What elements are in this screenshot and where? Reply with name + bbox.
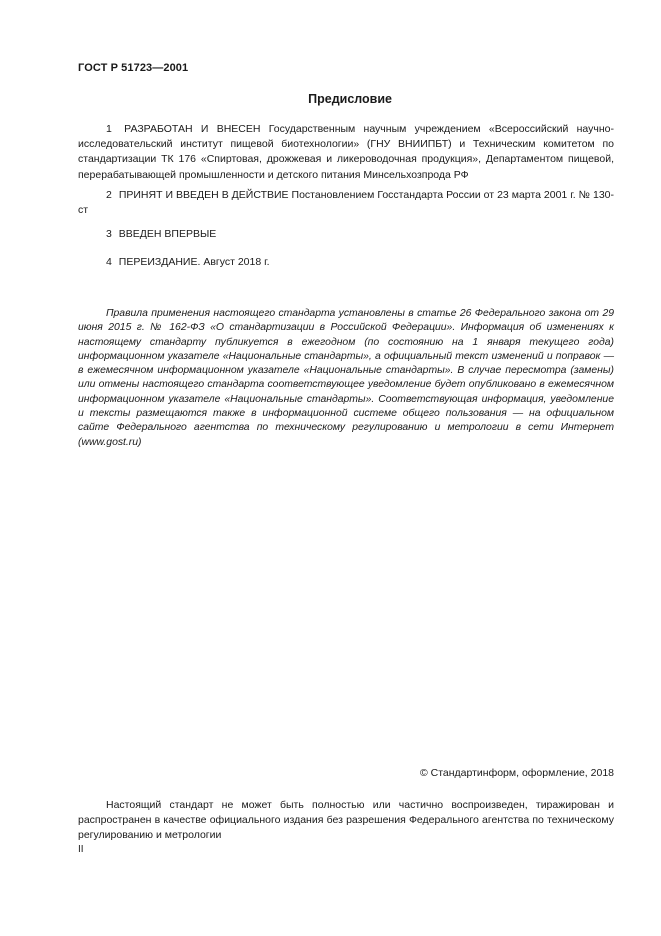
- item-label: ПЕРЕИЗДАНИЕ.: [118, 256, 201, 268]
- item-text: Август 2018 г.: [203, 256, 270, 268]
- preface-item-3: [78, 227, 614, 242]
- item-label: ВВЕДЕН ВПЕРВЫЕ: [118, 228, 217, 240]
- item-text: Государственным научным учреждением «Всероссийский научно-исследовательский институт пищевой биотехнологии» (ГНУ ВНИИПБТ) и Техническим комитетом по стандартизации ТК 176 «Спиртовая, дрожжевая и ликероводочная продукция», Департаментом пищевой, перерабатывающей промышленности и детского питания Минсельхозпрода РФ: [78, 123, 614, 181]
- preface-item-1: [78, 122, 614, 183]
- item-number: 3: [106, 228, 112, 240]
- page-number: II: [78, 844, 84, 855]
- notice-text: Правила применения настоящего стандарта установлены в статье 26 Федерального закона от 29 июня 2015 г. № 162-ФЗ «О стандартизации в Российской Федерации». Информация об изменениях к настоящему стандарту публикуется в ежегодном (по состоянию на 1 января текущего года) информационном указателе «Национальные стандарты», а официальный текст изменений и поправок — в ежемесячном информационном указателе «Национальные стандарты». В случае пересмотра (замены) или отмены настоящего стандарта соответствующее уведомление будет опубликовано в ежемесячном информационном указателе «Национальные стандарты». Соответствующая информация, уведомление и тексты размещаются также в информационной системе общего пользования — на официальном сайте Федерального агентства по техническому регулированию и метрологии в сети Интернет (www.gost.ru): [78, 308, 614, 448]
- item-number: 2: [106, 189, 112, 201]
- application-rules-notice: [78, 307, 614, 450]
- item-number: 1: [106, 123, 112, 135]
- preface-item-4: [78, 255, 614, 270]
- item-number: 4: [106, 256, 112, 268]
- reproduction-notice: [78, 798, 614, 844]
- preface-item-2: [78, 188, 614, 218]
- item-label: ПРИНЯТ И ВВЕДЕН В ДЕЙСТВИЕ: [118, 189, 289, 201]
- copyright-line: © Стандартинформ, оформление, 2018: [419, 767, 614, 779]
- item-label: РАЗРАБОТАН И ВНЕСЕН: [124, 123, 261, 135]
- item-text: Постановлением Госстандарта России от 23 марта 2001 г. № 130-ст: [78, 189, 615, 217]
- page-title-wrap: [78, 92, 614, 106]
- page-title: Предисловие: [308, 92, 392, 106]
- standard-designation: ГОСТ Р 51723—2001: [78, 62, 189, 74]
- footer-text: Настоящий стандарт не может быть полностью или частично воспроизведен, тиражирован и распространен в качестве официального издания без разрешения Федерального агентства по техническому регулированию и метрологии: [78, 799, 614, 842]
